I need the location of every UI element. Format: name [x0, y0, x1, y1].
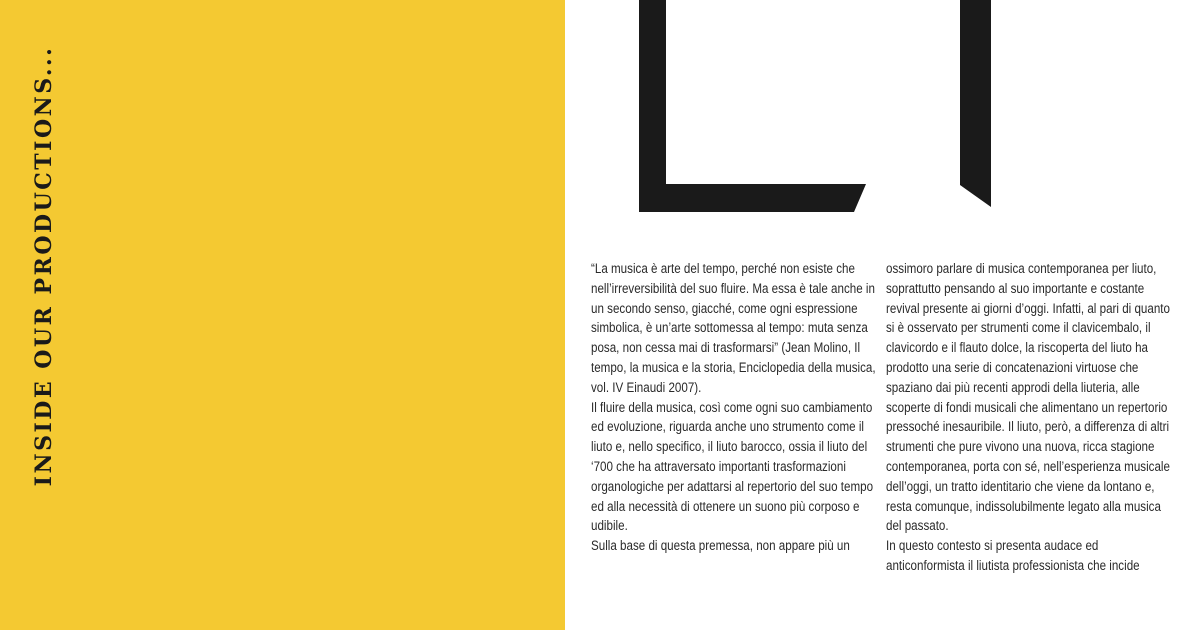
letter-fragment-shape: [960, 0, 991, 207]
letter-l-shape: [639, 0, 866, 212]
decorative-letterform: [565, 0, 1200, 230]
yellow-side-panel: [0, 0, 565, 630]
paragraph: Il fluire della musica, così come ogni suo cambiamento ed evoluzione, riguarda anche uno strumento come il liuto e, nello specifico, il liuto barocco, ossia il liuto del ‘700 che ha attraversato importanti trasformazioni organologiche per adattarsi al repertorio del suo tempo ed alla necessità di ottenere un suono più corposo e udibile.: [591, 399, 874, 534]
paragraph: In questo contesto si presenta audace ed anticonformista il liutista professionista che incide: [886, 538, 1140, 573]
section-title: INSIDE OUR PRODUCTIONS...: [31, 45, 57, 487]
article-column-right: [886, 259, 1171, 576]
paragraph: ossimoro parlare di musica contemporanea per liuto, soprattutto pensando al suo importante e costante revival presente ai giorni d’oggi. Infatti, al pari di quanto si è osservato per strumenti come il clavicembalo, il clavicordo e il flauto dolce, la riscoperta del liuto ha prodotto una serie di concatenazioni virtuose che spaziano dai più recenti approdi della liuteria, alle scoperte di fondi musicali che alimentano un repertorio pressoché inesauribile. Il liuto, però, a differenza di altri strumenti che pure vivono una nuova, ricca stagione contemporanea, porta con sé, nell’esperienza musicale dell’oggi, un tratto identitario che viene da lontano e, resta comunque, indissolubilmente legato alla musica del passato.: [886, 261, 1170, 534]
article-column-left: [591, 259, 876, 556]
paragraph: “La musica è arte del tempo, perché non esiste che nell’irreversibilità del suo fluire. Ma essa è tale anche in un secondo senso, giacché, come ogni espressione simbolica, è un’arte sottomessa al tempo: muta senza posa, non cessa mai di trasformarsi” (Jean Molino, Il tempo, la musica e la storia, Enciclopedia della musica, vol. IV Einaudi 2007).: [591, 261, 876, 395]
paragraph: Sulla base di questa premessa, non appare più un: [591, 538, 850, 554]
